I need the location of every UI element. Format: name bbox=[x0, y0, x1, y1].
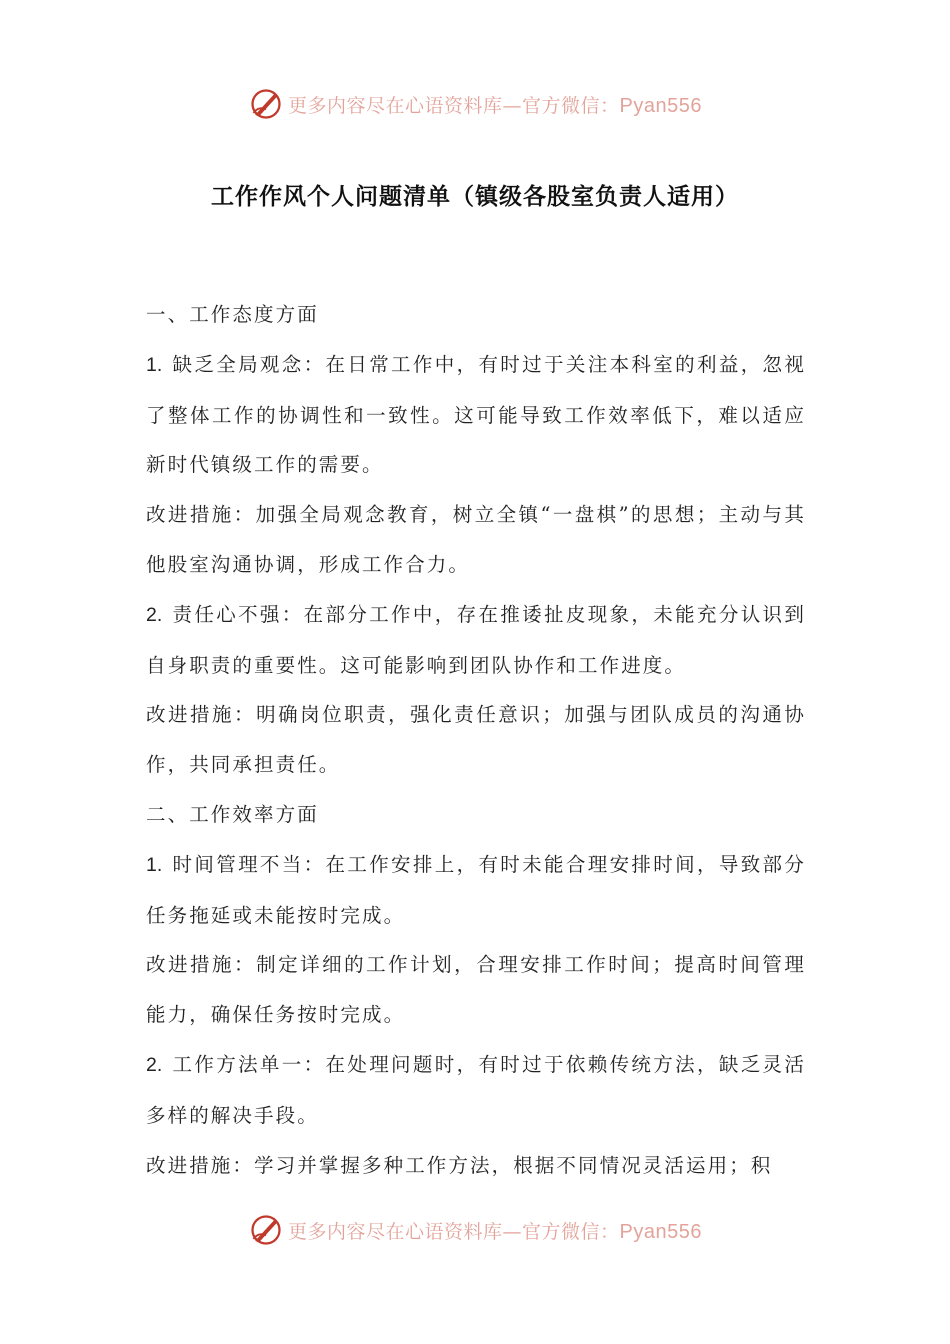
paragraph: 2. 工作方法单一：在处理问题时，有时过于依赖传统方法，缺乏灵活多样的解决手段。 bbox=[146, 1052, 806, 1127]
paragraph: 2. 责任心不强：在部分工作中，存在推诿扯皮现象，未能充分认识到自身职责的重要性。这可能影响到团队协作和工作进度。 bbox=[146, 602, 806, 677]
document-body bbox=[146, 290, 806, 1190]
paragraph: 改进措施：制定详细的工作计划，合理安排工作时间；提高时间管理能力，确保任务按时完成。 bbox=[146, 953, 806, 1027]
quill-logo-icon bbox=[248, 86, 284, 122]
paragraph: 1. 时间管理不当：在工作安排上，有时未能合理安排时间，导致部分任务拖延或未能按时完成。 bbox=[146, 852, 806, 927]
watermark-text: 更多内容尽在心语资料库—官方微信：Pyan556 bbox=[288, 94, 702, 117]
watermark-footer bbox=[0, 1208, 950, 1252]
paragraph: 改进措施：学习并掌握多种工作方法，根据不同情况灵活运用；积 bbox=[146, 1153, 773, 1177]
paragraph: 二、工作效率方面 bbox=[146, 802, 319, 826]
paragraph: 改进措施：明确岗位职责，强化责任意识；加强与团队成员的沟通协作，共同承担责任。 bbox=[146, 703, 806, 777]
document-title: 工作作风个人问题清单（镇级各股室负责人适用） bbox=[211, 184, 739, 210]
paragraph: 1. 缺乏全局观念：在日常工作中，有时过于关注本科室的利益，忽视了整体工作的协调性和一致性。这可能导致工作效率低下，难以适应新时代镇级工作的需要。 bbox=[146, 352, 806, 477]
watermark-text: 更多内容尽在心语资料库—官方微信：Pyan556 bbox=[288, 1220, 702, 1243]
paragraph: 一、工作态度方面 bbox=[146, 303, 319, 326]
paragraph: 改进措施：加强全局观念教育，树立全镇“一盘棋”的思想；主动与其他股室沟通协调，形成工作合力。 bbox=[146, 503, 806, 576]
quill-logo-icon bbox=[248, 1212, 284, 1248]
watermark-header bbox=[0, 82, 950, 126]
